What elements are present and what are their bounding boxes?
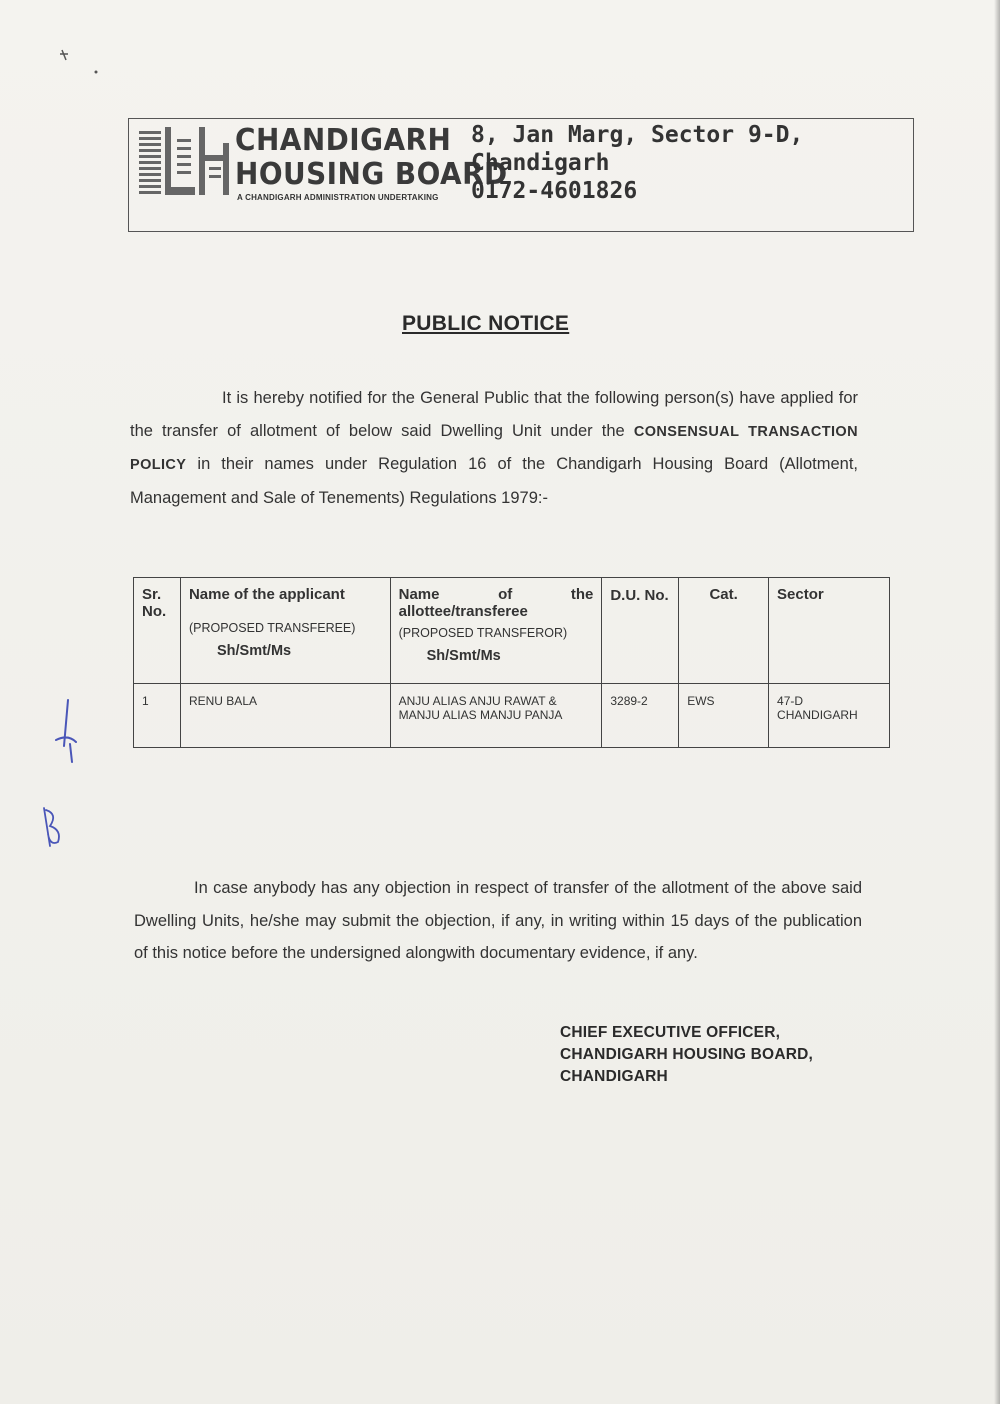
org-address xyxy=(471,121,803,205)
org-name-line1: CHANDIGARH xyxy=(235,123,452,158)
header-allottee-sub: (PROPOSED TRANSFEROR) xyxy=(398,626,568,640)
table-row xyxy=(134,684,890,748)
handwritten-initial-mark xyxy=(36,804,76,852)
scan-speck-marks xyxy=(56,46,106,82)
signatory-org: CHANDIGARH HOUSING BOARD, xyxy=(560,1046,813,1063)
notice-title: PUBLIC NOTICE xyxy=(402,312,570,335)
signatory-city: CHANDIGARH xyxy=(560,1068,668,1085)
cell-allottee: ANJU ALIAS ANJU RAWAT & MANJU ALIAS MANJU PANJA xyxy=(390,684,602,748)
signatory-title: CHIEF EXECUTIVE OFFICER, xyxy=(560,1024,781,1041)
intro-text-a: It is hereby notified for the General Public that the following person(s) have applied for the transfer of allotment of below said Dwelling Unit under the xyxy=(130,389,858,440)
header-du-no: D.U. No. xyxy=(602,578,679,684)
cell-sr-no: 1 xyxy=(134,684,181,748)
letterhead xyxy=(128,118,914,232)
transfer-table xyxy=(133,577,890,748)
header-allottee: Name of the allottee/transferee (PROPOSED TRANSFEROR) Sh/Smt/Ms xyxy=(390,578,602,684)
intro-paragraph xyxy=(130,382,858,514)
intro-text-b: in their names under Regulation 16 of the Chandigarh Housing Board (Allotment, Management and Sale of Tenements) Regulations 1979:- xyxy=(130,455,858,507)
table-header-row xyxy=(134,578,890,684)
header-applicant-sub: (PROPOSED TRANSFEREE) xyxy=(188,621,356,635)
header-allottee-title: Sh/Smt/Ms xyxy=(426,648,501,664)
address-line1: 8, Jan Marg, Sector 9-D, xyxy=(471,122,804,148)
header-applicant: Name of the applicant (PROPOSED TRANSFEREE) Sh/Smt/Ms xyxy=(180,578,390,684)
phone-number: 0172-4601826 xyxy=(471,178,638,204)
header-sr-no: Sr. No. xyxy=(134,578,181,684)
objection-paragraph: In case anybody has any objection in respect of transfer of the allotment of the above said Dwelling Units, he/she may submit the objection, if any, in writing within 15 days of the publication of this notice before the undersigned alongwith documentary evidence, if any. xyxy=(134,879,862,962)
header-sector: Sector xyxy=(769,578,890,684)
org-name-line2: HOUSING BOARD xyxy=(235,157,508,192)
scan-edge-shadow xyxy=(994,0,1000,1404)
header-category: Cat. xyxy=(679,578,769,684)
cell-du-no: 3289-2 xyxy=(602,684,679,748)
signature-block xyxy=(560,1022,813,1088)
chb-logo-icon xyxy=(137,125,233,205)
policy-name: CONSENSUAL TRANSACTION POLICY xyxy=(130,423,858,473)
cell-applicant: RENU BALA xyxy=(180,684,390,748)
handwritten-tick-mark xyxy=(52,696,88,768)
org-tagline: A CHANDIGARH ADMINISTRATION UNDERTAKING xyxy=(237,193,439,202)
cell-category: EWS xyxy=(679,684,769,748)
header-applicant-title: Sh/Smt/Ms xyxy=(216,643,292,659)
address-line2: Chandigarh xyxy=(471,150,610,176)
cell-sector: 47-D CHANDIGARH xyxy=(769,684,890,748)
